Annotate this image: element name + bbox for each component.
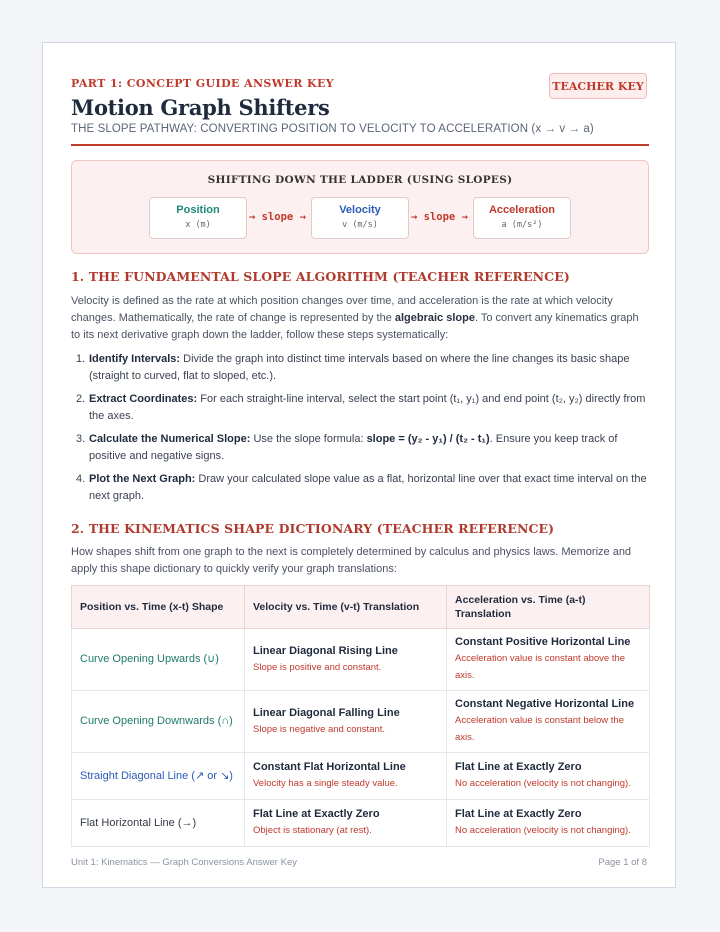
step-item xyxy=(71,391,649,425)
velocity-cell xyxy=(245,691,447,753)
footer-page-number: Page 1 of 8 xyxy=(598,857,647,868)
slope-formula: slope = (y₂ - y₁) / (t₂ - t₁) xyxy=(366,433,490,445)
slope-ladder-panel xyxy=(71,160,649,254)
table-row xyxy=(72,629,650,691)
table-row xyxy=(72,753,650,800)
shape-cell: Flat Horizontal Line (→) xyxy=(72,800,245,847)
section1-intro xyxy=(71,293,649,344)
cell-title: Flat Line at Exactly Zero xyxy=(455,761,582,773)
cell-title: Linear Diagonal Rising Line xyxy=(253,644,398,657)
column-header: Position vs. Time (x-t) Shape xyxy=(72,586,245,629)
cell-subtitle: No acceleration (velocity is not changing). xyxy=(455,778,631,789)
intro-text: Velocity is defined as the rate at which position changes over time, and acceleration is the rate at which velocity changes. Mathematically, the rate of change is represented by the xyxy=(71,295,613,324)
cell-title: Flat Line at Exactly Zero xyxy=(253,808,380,820)
step-number: 4. xyxy=(76,473,86,485)
cell-subtitle: Object is stationary (at rest). xyxy=(253,825,372,836)
shape-dictionary-table xyxy=(71,585,650,847)
cell-subtitle: Slope is negative and constant. xyxy=(253,723,386,735)
step-text: For each straight-line interval, select the start point (t₁, y₁) and end point (t₂, y₂) directly from the axes. xyxy=(89,393,646,422)
acceleration-cell xyxy=(447,629,650,691)
shape-cell: Curve Opening Downwards (∩) xyxy=(72,691,245,753)
step-title: Plot the Next Graph: xyxy=(89,473,196,485)
ladder-box-velocity xyxy=(311,197,409,239)
column-header: Acceleration vs. Time (a-t) Translation xyxy=(447,586,650,629)
steps-list xyxy=(71,351,649,511)
cell-subtitle: Acceleration value is constant above the axis. xyxy=(455,653,626,681)
step-text: Divide the graph into distinct time intervals based on where the line changes its basic shape (straight to curved, flat to sloped, etc.). xyxy=(89,353,630,382)
cell-title: Linear Diagonal Falling Line xyxy=(253,706,400,719)
cell-title: Constant Negative Horizontal Line xyxy=(455,698,635,710)
shape-cell: Straight Diagonal Line (↗ or ↘) xyxy=(72,753,245,800)
cell-subtitle: Velocity has a single steady value. xyxy=(253,778,398,789)
step-text: Use the slope formula: xyxy=(250,433,367,445)
cell-subtitle: No acceleration (velocity is not changing). xyxy=(455,825,631,836)
velocity-cell xyxy=(245,629,447,691)
slope-arrow: → slope → xyxy=(411,211,468,223)
step-number: 2. xyxy=(76,393,86,405)
acceleration-cell xyxy=(447,753,650,800)
ladder-box-unit: x (m) xyxy=(185,220,211,230)
cell-title: Constant Positive Horizontal Line xyxy=(455,636,631,648)
ladder-box-position xyxy=(149,197,247,239)
cell-subtitle: Acceleration value is constant below the axis. xyxy=(455,715,624,743)
velocity-cell xyxy=(245,753,447,800)
section2-intro: How shapes shift from one graph to the next is completely determined by calculus and physics laws. Memorize and apply this shape dictionary to quickly verify your graph translations: xyxy=(71,546,632,575)
step-text: . Ensure you keep track of positive and negative signs. xyxy=(89,433,618,462)
ladder-box-name: Position xyxy=(176,204,220,216)
cell-title: Flat Line at Exactly Zero xyxy=(455,808,582,820)
ladder-box-acceleration xyxy=(473,197,571,239)
step-number: 3. xyxy=(76,433,86,445)
acceleration-cell xyxy=(447,800,650,847)
step-item xyxy=(71,351,649,385)
slope-arrow: → slope → xyxy=(249,211,306,223)
section-heading-slope-algorithm: 1. THE FUNDAMENTAL SLOPE ALGORITHM (TEACHER REFERENCE) xyxy=(71,269,570,284)
ladder-box-name: Acceleration xyxy=(488,204,556,216)
velocity-cell xyxy=(245,800,447,847)
teacher-key-badge: TEACHER KEY xyxy=(549,73,647,99)
table-row xyxy=(72,691,650,753)
cell-subtitle: Slope is positive and constant. xyxy=(253,661,382,673)
part-label: PART 1: CONCEPT GUIDE ANSWER KEY xyxy=(71,77,335,90)
shape-cell: Curve Opening Upwards (∪) xyxy=(72,629,245,691)
cell-title: Constant Flat Horizontal Line xyxy=(253,761,406,773)
step-item xyxy=(71,431,649,465)
column-header: Velocity vs. Time (v-t) Translation xyxy=(245,586,447,629)
table-row xyxy=(72,800,650,847)
ladder-box-name: Velocity xyxy=(339,204,381,216)
title-rule xyxy=(71,144,649,146)
ladder-box-unit: v (m/s) xyxy=(342,220,378,230)
worksheet-page xyxy=(42,42,676,888)
table-header-row xyxy=(72,586,650,629)
acceleration-cell xyxy=(447,691,650,753)
ladder-title: SHIFTING DOWN THE LADDER (USING SLOPES) xyxy=(207,174,513,186)
step-title: Identify Intervals: xyxy=(89,353,181,365)
page-subtitle: THE SLOPE PATHWAY: CONVERTING POSITION TO VELOCITY TO ACCELERATION (x → v → a) xyxy=(71,123,594,135)
section-heading-shape-dictionary: 2. THE KINEMATICS SHAPE DICTIONARY (TEACHER REFERENCE) xyxy=(71,521,555,536)
intro-bold: algebraic slope xyxy=(394,312,475,324)
step-number: 1. xyxy=(76,353,86,365)
footer-unit-label: Unit 1: Kinematics — Graph Conversions Answer Key xyxy=(71,857,297,868)
page-title: Motion Graph Shifters xyxy=(71,95,330,120)
intro-text: . To convert any kinematics graph to its next derivative graph down the ladder, follow these steps systematically: xyxy=(71,312,639,341)
step-text: Draw your calculated slope value as a flat, horizontal line over that exact time interval on the next graph. xyxy=(89,473,647,502)
ladder-box-unit: a (m/s²) xyxy=(501,220,543,230)
step-item xyxy=(71,471,649,505)
step-title: Extract Coordinates: xyxy=(89,393,198,405)
step-title: Calculate the Numerical Slope: xyxy=(89,433,251,445)
